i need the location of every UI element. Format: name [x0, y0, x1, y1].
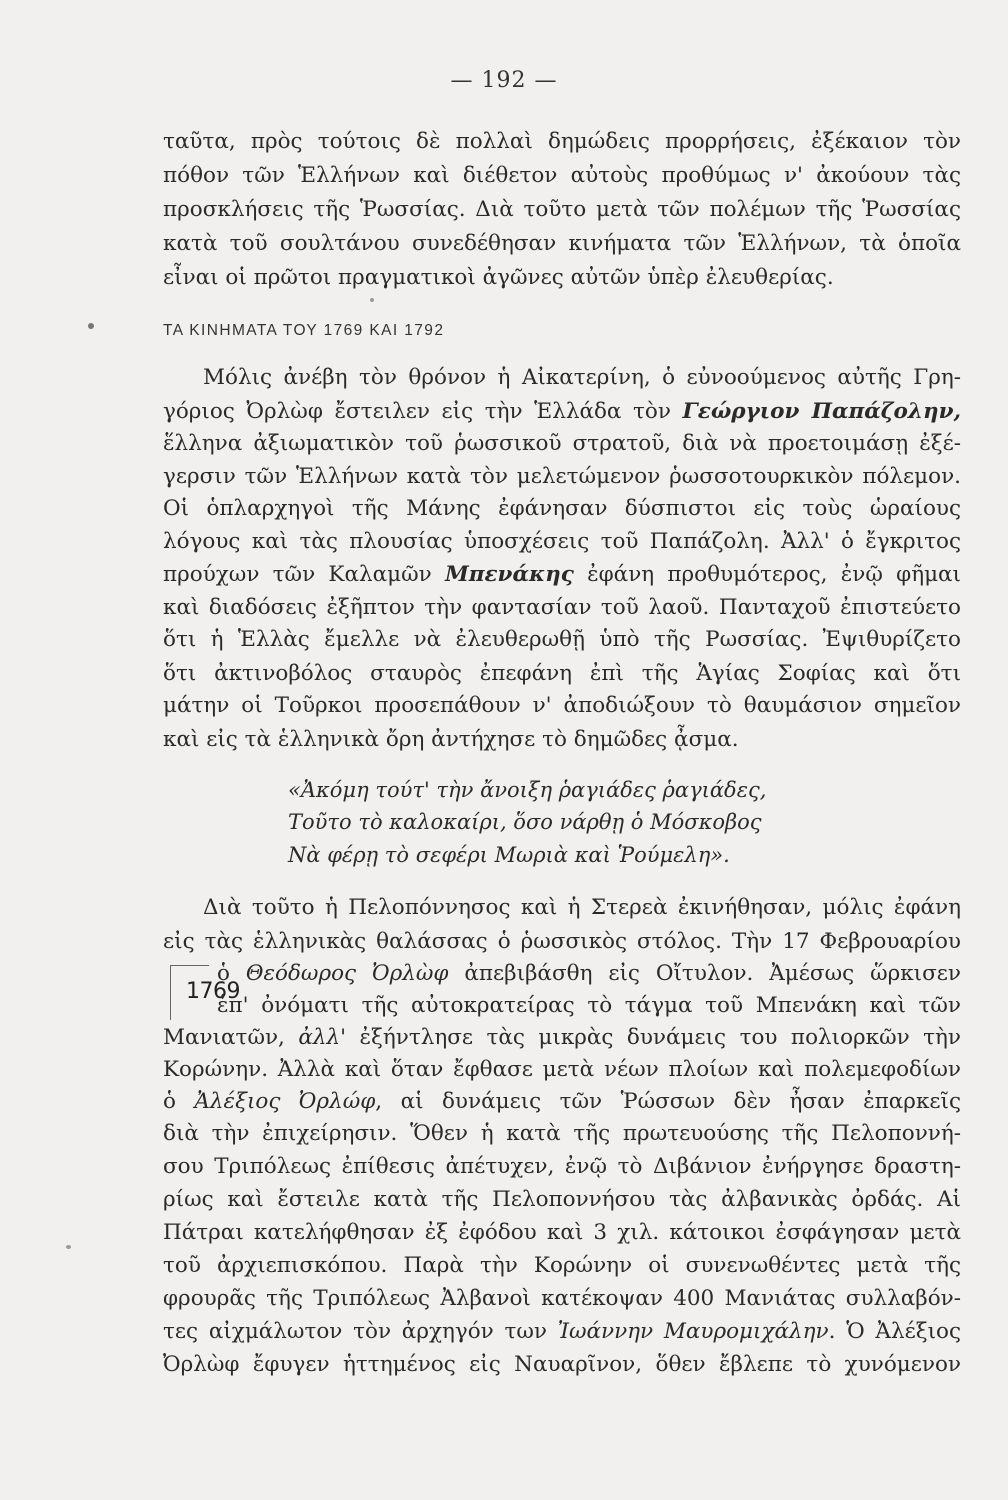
text-line: ὅτι ἀκτινοβόλος σταυρὸς ἐπεφάνη ἐπὶ τῆς Ἁγίας Σοφίας καὶ ὅτι — [163, 661, 961, 686]
poem-line: Τοῦτο τὸ καλοκαίρι, ὅσο νάρθῃ ὁ Μόσκοβος — [288, 810, 762, 834]
text-line: τοῦ ἀρχιεπισκόπου. Παρὰ τὴν Κορώνην οἱ συνενωθέντες μετὰ τῆς — [163, 1253, 961, 1278]
poem-line: Νὰ φέρῃ τὸ σεφέρι Μωριὰ καὶ Ῥούμελη». — [288, 843, 730, 867]
text-line: Μανιατῶν, ἀλλ' ἐξήντλησε τὰς μικρὰς δυνάμεις του πολιορκῶν τὴν — [163, 1025, 961, 1050]
text-line: ἐπ' ὀνόματι τῆς αὐτοκρατείρας τὸ τάγμα τοῦ Μπενάκη καὶ τῶν — [217, 993, 961, 1018]
text-line: μάτην οἱ Τοῦρκοι προσεπάθουν ν' ἀποδιώξουν τὸ θαυμάσιον σημεῖον — [163, 693, 961, 718]
text-line: ὅτι ἡ Ἑλλὰς ἔμελλε νὰ ἐλευθερωθῇ ὑπὸ τῆς Ρωσσίας. Ἐψιθυρίζετο — [163, 627, 961, 652]
text-line: κατὰ τοῦ σουλτάνου συνεδέθησαν κινήματα τῶν Ἑλλήνων, τὰ ὁποῖα — [163, 231, 961, 256]
text-line: Μόλις ἀνέβη τὸν θρόνον ἡ Αἰκατερίνη, ὁ εὐνοούμενος αὐτῆς Γρη- — [203, 365, 961, 390]
text-line: ἕλληνα ἀξιωματικὸν τοῦ ῥωσσικοῦ στρατοῦ, διὰ νὰ προετοιμάσῃ ἐξέ- — [163, 431, 961, 456]
margin-year: 1769 — [186, 979, 240, 1004]
text-line: γερσιν τῶν Ἑλλήνων κατὰ τὸν μελετώμενον ῥωσσοτουρκικὸν πόλεμον. — [163, 464, 961, 489]
text-line: Πάτραι κατελήφθησαν ἐξ ἐφόδου καὶ 3 χιλ. κάτοικοι ἐσφάγησαν μετὰ — [163, 1220, 961, 1245]
text-line: προύχων τῶν Καλαμῶν Μπενάκης ἐφάνη προθυμότερος, ἐνῷ φῆμαι — [163, 562, 961, 587]
text-line: σου Τριπόλεως ἐπίθεσις ἀπέτυχεν, ἐνῷ τὸ Διβάνιον ἐνήργησε δραστη- — [163, 1154, 961, 1179]
text-line: γόριος Ὀρλὼφ ἔστειλεν εἰς τὴν Ἑλλάδα τὸν Γεώργιον Παπάζολην, — [163, 399, 961, 424]
person-name: Γεώργιον Παπάζολην, — [682, 399, 961, 424]
text-line: ὁ Ἀλέξιος Ὀρλώφ, αἱ δυνάμεις τῶν Ῥώσσων δὲν ἦσαν ἐπαρκεῖς — [163, 1089, 961, 1114]
page-number: — 192 — — [450, 68, 558, 93]
text-line: διὰ τὴν ἐπιχείρησιν. Ὅθεν ἡ κατὰ τῆς πρωτευούσης τῆς Πελοποννή- — [163, 1121, 961, 1146]
text-line: Ὀρλὼφ ἔφυγεν ἡττημένος εἰς Ναυαρῖνον, ὅθεν ἔβλεπε τὸ χυνόμενον — [163, 1352, 961, 1377]
text-line: ταῦτα, πρὸς τούτοις δὲ πολλαὶ δημώδεις προρρήσεις, ἐξέκαιον τὸν — [163, 129, 961, 154]
text-line: καὶ διαδόσεις ἐξῆπτον τὴν φαντασίαν τοῦ λαοῦ. Πανταχοῦ ἐπιστεύετο — [163, 595, 961, 620]
text-line: ρίως καὶ ἔστειλε κατὰ τῆς Πελοποννήσου τὰς ἀλβανικὰς ὀρδάς. Αἱ — [163, 1187, 961, 1212]
text-line: Κορώνην. Ἀλλὰ καὶ ὅταν ἔφθασε μετὰ νέων πλοίων καὶ πολεμεφοδίων — [163, 1057, 961, 1082]
margin-dot — [88, 323, 94, 329]
text-line: τες αἰχμάλωτον τὸν ἀρχηγόν των Ἰωάννην Μαυρομιχάλην. Ὁ Ἀλέξιος — [163, 1319, 961, 1344]
text-line: καὶ εἰς τὰ ἑλληνικὰ ὄρη ἀντήχησε τὸ δημῶδες ᾆσμα. — [163, 727, 739, 752]
text-line: Διὰ τοῦτο ἡ Πελοπόννησος καὶ ἡ Στερεὰ ἐκινήθησαν, μόλις ἐφάνη — [203, 895, 961, 920]
text-line: προσκλήσεις τῆς Ῥωσσίας. Διὰ τοῦτο μετὰ τῶν πολέμων τῆς Ῥωσσίας — [163, 197, 961, 222]
text-line: λόγους καὶ τὰς πλουσίας ὑποσχέσεις τοῦ Παπάζολη. Ἀλλ' ὁ ἔγκριτος — [163, 529, 961, 554]
text-line: ὁ Θεόδωρος Ὀρλὼφ ἀπεβιβάσθη εἰς Οἴτυλον. Ἀμέσως ὥρκισεν — [217, 961, 961, 986]
scan-speck — [370, 298, 374, 302]
text-line: Οἱ ὁπλαρχηγοὶ τῆς Μάνης ἐφάνησαν δύσπιστοι εἰς τοὺς ὡραίους — [163, 496, 961, 521]
text-line: φρουρᾶς τῆς Τριπόλεως Ἀλβανοὶ κατέκοψαν 400 Μανιάτας συλλαβόν- — [163, 1286, 961, 1311]
text-line: πόθον τῶν Ἑλλήνων καὶ διέθετον αὐτοὺς προθύμως ν' ἀκούουν τὰς — [163, 163, 961, 188]
section-heading: ΤΑ ΚΙΝΗΜΑΤΑ ΤΟΥ 1769 ΚΑΙ 1792 — [163, 322, 445, 339]
text-line: εἰς τὰς ἑλληνικὰς θαλάσσας ὁ ῥωσσικὸς στόλος. Τὴν 17 Φεβρουαρίου — [163, 929, 961, 954]
person-name: Μπενάκης — [444, 562, 574, 587]
poem-line: «Ἀκόμη τούτ' τὴν ἄνοιξη ῥαγιάδες ῥαγιάδες, — [288, 778, 767, 802]
scan-speck — [66, 1245, 71, 1249]
text-line: εἶναι οἱ πρῶτοι πραγματικοὶ ἀγῶνες αὐτῶν ὑπὲρ ἐλευθερίας. — [163, 265, 834, 290]
